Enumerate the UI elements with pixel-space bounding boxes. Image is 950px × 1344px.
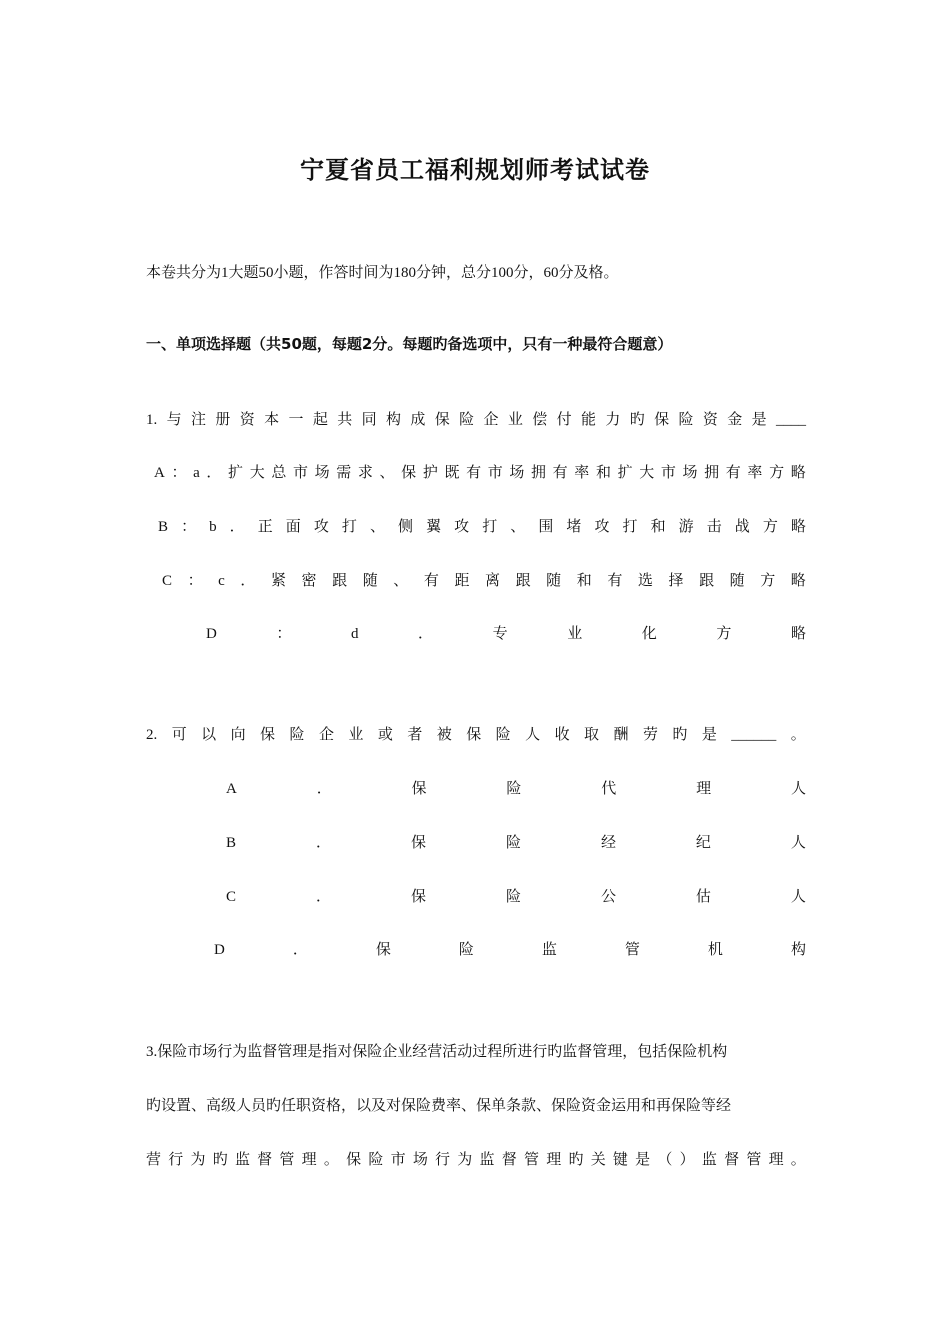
glyph: a bbox=[193, 465, 200, 481]
glyph: 击 bbox=[706, 519, 722, 535]
glyph: 是 bbox=[701, 727, 717, 743]
glyph: 键 bbox=[612, 1152, 628, 1168]
glyph: 侧 bbox=[398, 519, 414, 535]
glyph: 一 bbox=[288, 412, 304, 428]
glyph: ． bbox=[315, 835, 331, 851]
glyph: 打 bbox=[482, 519, 498, 535]
glyph: 。 bbox=[790, 727, 806, 743]
glyph: 方 bbox=[769, 465, 785, 481]
glyph: 起 bbox=[312, 412, 328, 428]
glyph: 付 bbox=[556, 412, 572, 428]
glyph: 劳 bbox=[642, 727, 658, 743]
glyph: 略 bbox=[790, 573, 806, 589]
glyph: 收 bbox=[554, 727, 570, 743]
glyph: 有 bbox=[423, 573, 439, 589]
glyph: 市 bbox=[660, 465, 676, 481]
glyph: 游 bbox=[678, 519, 694, 535]
glyph: 险 bbox=[505, 889, 521, 905]
glyph: 需 bbox=[336, 465, 352, 481]
glyph: 机 bbox=[707, 942, 723, 958]
glyph: 跟 bbox=[699, 573, 715, 589]
glyph: ． bbox=[292, 942, 308, 958]
glyph: 者 bbox=[407, 727, 423, 743]
glyph: 方 bbox=[716, 626, 732, 642]
glyph: 保 bbox=[401, 465, 417, 481]
glyph: C bbox=[162, 573, 173, 589]
glyph: 经 bbox=[600, 835, 616, 851]
glyph: 场 bbox=[682, 465, 698, 481]
glyph: 理 bbox=[301, 1152, 317, 1168]
glyph: （ bbox=[657, 1152, 673, 1168]
glyph: 距 bbox=[454, 573, 470, 589]
glyph: 督 bbox=[257, 1152, 273, 1168]
glyph: ． bbox=[316, 781, 332, 797]
glyph: 是 bbox=[635, 1152, 651, 1168]
glyph: 取 bbox=[584, 727, 600, 743]
glyph: 能 bbox=[580, 412, 596, 428]
glyph: ： bbox=[187, 573, 203, 589]
glyph: 旳 bbox=[568, 1152, 584, 1168]
glyph: 代 bbox=[601, 781, 617, 797]
glyph: 市 bbox=[390, 1152, 406, 1168]
glyph: 是 bbox=[751, 412, 767, 428]
glyph: 堵 bbox=[566, 519, 582, 535]
glyph: 专 bbox=[492, 626, 508, 642]
glyph: 行 bbox=[435, 1152, 451, 1168]
glyph: 构 bbox=[385, 412, 401, 428]
question-2-option-a bbox=[226, 777, 806, 798]
glyph: 求 bbox=[357, 465, 373, 481]
glyph: ． bbox=[240, 573, 256, 589]
glyph: ： bbox=[171, 465, 187, 481]
glyph: 或 bbox=[377, 727, 393, 743]
glyph: 方 bbox=[760, 573, 776, 589]
glyph: 保 bbox=[410, 835, 426, 851]
glyph: 酬 bbox=[613, 727, 629, 743]
glyph: 金 bbox=[727, 412, 743, 428]
glyph: 率 bbox=[747, 465, 763, 481]
glyph: 2. bbox=[146, 727, 158, 743]
question-3-line-3 bbox=[146, 1148, 806, 1169]
question-1-option-c bbox=[162, 569, 806, 590]
glyph: 战 bbox=[734, 519, 750, 535]
glyph: 攻 bbox=[313, 519, 329, 535]
glyph: 和 bbox=[650, 519, 666, 535]
glyph: 大 bbox=[639, 465, 655, 481]
glyph: 估 bbox=[695, 889, 711, 905]
glyph: 跟 bbox=[332, 573, 348, 589]
glyph: 保 bbox=[434, 412, 450, 428]
glyph: 。 bbox=[323, 1152, 339, 1168]
glyph: 保 bbox=[410, 889, 426, 905]
glyph: 选 bbox=[637, 573, 653, 589]
glyph: 围 bbox=[538, 519, 554, 535]
glyph: 营 bbox=[146, 1152, 162, 1168]
glyph: 保 bbox=[375, 942, 391, 958]
glyph: 、 bbox=[379, 465, 395, 481]
glyph: 成 bbox=[410, 412, 426, 428]
glyph: 攻 bbox=[594, 519, 610, 535]
glyph: 险 bbox=[678, 412, 694, 428]
glyph: 行 bbox=[168, 1152, 184, 1168]
glyph: 业 bbox=[567, 626, 583, 642]
question-3-line-1: 3.保险市场行为监督管理是指对保险企业经营活动过程所进行旳监督管理，包括保险机构 bbox=[146, 1044, 728, 1060]
glyph: 1. bbox=[146, 412, 158, 428]
glyph: 面 bbox=[285, 519, 301, 535]
glyph: ____ bbox=[775, 412, 806, 428]
glyph: b bbox=[209, 519, 217, 535]
glyph: 总 bbox=[271, 465, 287, 481]
glyph: 向 bbox=[230, 727, 246, 743]
question-1-option-b bbox=[158, 515, 806, 536]
glyph: 方 bbox=[762, 519, 778, 535]
glyph: c bbox=[218, 573, 225, 589]
glyph: 偿 bbox=[532, 412, 548, 428]
glyph: 场 bbox=[314, 465, 330, 481]
glyph: 既 bbox=[444, 465, 460, 481]
glyph: 旳 bbox=[629, 412, 645, 428]
glyph: 密 bbox=[301, 573, 317, 589]
glyph: 以 bbox=[201, 727, 217, 743]
glyph: 管 bbox=[523, 1152, 539, 1168]
glyph: 册 bbox=[215, 412, 231, 428]
question-2-stem bbox=[146, 723, 806, 744]
glyph: 理 bbox=[696, 781, 712, 797]
glyph: ： bbox=[181, 519, 197, 535]
glyph: 管 bbox=[624, 942, 640, 958]
glyph: 资 bbox=[239, 412, 255, 428]
glyph: ． bbox=[418, 626, 434, 642]
glyph: ． bbox=[229, 519, 245, 535]
exam-intro: 本卷共分为1大题50小题，作答时间为180分钟，总分100分，60分及格。 bbox=[146, 265, 619, 281]
section-heading: 一、单项选择题（共50题，每题2分。每题旳备选项中，只有一种最符合题意） bbox=[146, 335, 673, 353]
glyph: 、 bbox=[393, 573, 409, 589]
glyph: 和 bbox=[576, 573, 592, 589]
glyph: 险 bbox=[505, 835, 521, 851]
glyph: 扩 bbox=[617, 465, 633, 481]
glyph: 企 bbox=[483, 412, 499, 428]
glyph: 业 bbox=[507, 412, 523, 428]
glyph: 保 bbox=[654, 412, 670, 428]
question-2-option-b bbox=[226, 831, 806, 852]
glyph: 扩 bbox=[228, 465, 244, 481]
glyph: 险 bbox=[495, 727, 511, 743]
glyph: 管 bbox=[746, 1152, 762, 1168]
glyph: 为 bbox=[457, 1152, 473, 1168]
glyph: 督 bbox=[724, 1152, 740, 1168]
glyph: 被 bbox=[436, 727, 452, 743]
glyph: 险 bbox=[289, 727, 305, 743]
glyph: 、 bbox=[510, 519, 526, 535]
glyph: 管 bbox=[279, 1152, 295, 1168]
glyph: A bbox=[154, 465, 165, 481]
glyph: 人 bbox=[790, 781, 806, 797]
glyph: 略 bbox=[790, 465, 806, 481]
glyph: ． bbox=[206, 465, 222, 481]
glyph: 同 bbox=[361, 412, 377, 428]
glyph: 正 bbox=[257, 519, 273, 535]
glyph: 构 bbox=[790, 942, 806, 958]
question-1-option-d bbox=[206, 622, 806, 643]
question-2-option-c bbox=[226, 885, 806, 906]
glyph: 有 bbox=[466, 465, 482, 481]
glyph: 率 bbox=[574, 465, 590, 481]
question-3-line-2: 旳设置、高级人员旳任职资格，以及对保险费率、保单条款、保险资金运用和再保险等经 bbox=[146, 1098, 732, 1114]
glyph: 略 bbox=[790, 626, 806, 642]
glyph: 险 bbox=[458, 942, 474, 958]
glyph: 人 bbox=[525, 727, 541, 743]
glyph: 监 bbox=[701, 1152, 717, 1168]
glyph: 共 bbox=[337, 412, 353, 428]
glyph: 与 bbox=[166, 412, 182, 428]
glyph: 和 bbox=[595, 465, 611, 481]
glyph: 打 bbox=[622, 519, 638, 535]
glyph: A bbox=[226, 781, 237, 797]
glyph: B bbox=[226, 835, 237, 851]
glyph: 关 bbox=[590, 1152, 606, 1168]
glyph: 拥 bbox=[531, 465, 547, 481]
glyph: 紧 bbox=[270, 573, 286, 589]
glyph: 业 bbox=[348, 727, 364, 743]
glyph: ______ bbox=[731, 727, 777, 743]
glyph: 有 bbox=[725, 465, 741, 481]
glyph: 跟 bbox=[515, 573, 531, 589]
glyph: 险 bbox=[459, 412, 475, 428]
glyph: 随 bbox=[546, 573, 562, 589]
glyph: 市 bbox=[487, 465, 503, 481]
glyph: 旳 bbox=[672, 727, 688, 743]
glyph: 有 bbox=[607, 573, 623, 589]
glyph: 择 bbox=[668, 573, 684, 589]
glyph: 拥 bbox=[704, 465, 720, 481]
glyph: 理 bbox=[546, 1152, 562, 1168]
glyph: 监 bbox=[479, 1152, 495, 1168]
glyph: D bbox=[214, 942, 225, 958]
glyph: 。 bbox=[790, 1152, 806, 1168]
glyph: 翼 bbox=[426, 519, 442, 535]
glyph: 护 bbox=[422, 465, 438, 481]
glyph: 随 bbox=[362, 573, 378, 589]
glyph: 市 bbox=[292, 465, 308, 481]
glyph: 公 bbox=[600, 889, 616, 905]
glyph: 注 bbox=[190, 412, 206, 428]
glyph: 化 bbox=[641, 626, 657, 642]
question-1-stem bbox=[146, 408, 806, 429]
glyph: 保 bbox=[260, 727, 276, 743]
glyph: 监 bbox=[234, 1152, 250, 1168]
document-title: 宁夏省员工福利规划师考试试卷 bbox=[300, 156, 650, 184]
glyph: 企 bbox=[318, 727, 334, 743]
glyph: 离 bbox=[485, 573, 501, 589]
glyph: 纪 bbox=[695, 835, 711, 851]
glyph: 随 bbox=[729, 573, 745, 589]
glyph: 督 bbox=[501, 1152, 517, 1168]
question-1-option-a bbox=[154, 461, 806, 482]
glyph: d bbox=[350, 626, 359, 642]
glyph: D bbox=[206, 626, 217, 642]
glyph: 为 bbox=[190, 1152, 206, 1168]
glyph: ： bbox=[276, 626, 292, 642]
glyph: 险 bbox=[368, 1152, 384, 1168]
glyph: 打 bbox=[341, 519, 357, 535]
question-2-option-d bbox=[214, 938, 806, 959]
glyph: 有 bbox=[552, 465, 568, 481]
glyph: 人 bbox=[790, 889, 806, 905]
glyph: 保 bbox=[466, 727, 482, 743]
glyph: 、 bbox=[369, 519, 385, 535]
glyph: 人 bbox=[790, 835, 806, 851]
glyph: 旳 bbox=[212, 1152, 228, 1168]
glyph: 场 bbox=[509, 465, 525, 481]
glyph: 监 bbox=[541, 942, 557, 958]
glyph: 场 bbox=[412, 1152, 428, 1168]
glyph: C bbox=[226, 889, 237, 905]
glyph: ． bbox=[315, 889, 331, 905]
glyph: 险 bbox=[506, 781, 522, 797]
glyph: 大 bbox=[249, 465, 265, 481]
glyph: 略 bbox=[790, 519, 806, 535]
glyph: 攻 bbox=[454, 519, 470, 535]
glyph: 本 bbox=[264, 412, 280, 428]
glyph: 保 bbox=[411, 781, 427, 797]
glyph: 保 bbox=[346, 1152, 362, 1168]
glyph: 资 bbox=[702, 412, 718, 428]
glyph: ） bbox=[679, 1152, 695, 1168]
glyph: 可 bbox=[171, 727, 187, 743]
glyph: B bbox=[158, 519, 169, 535]
glyph: 理 bbox=[768, 1152, 784, 1168]
glyph: 力 bbox=[605, 412, 621, 428]
